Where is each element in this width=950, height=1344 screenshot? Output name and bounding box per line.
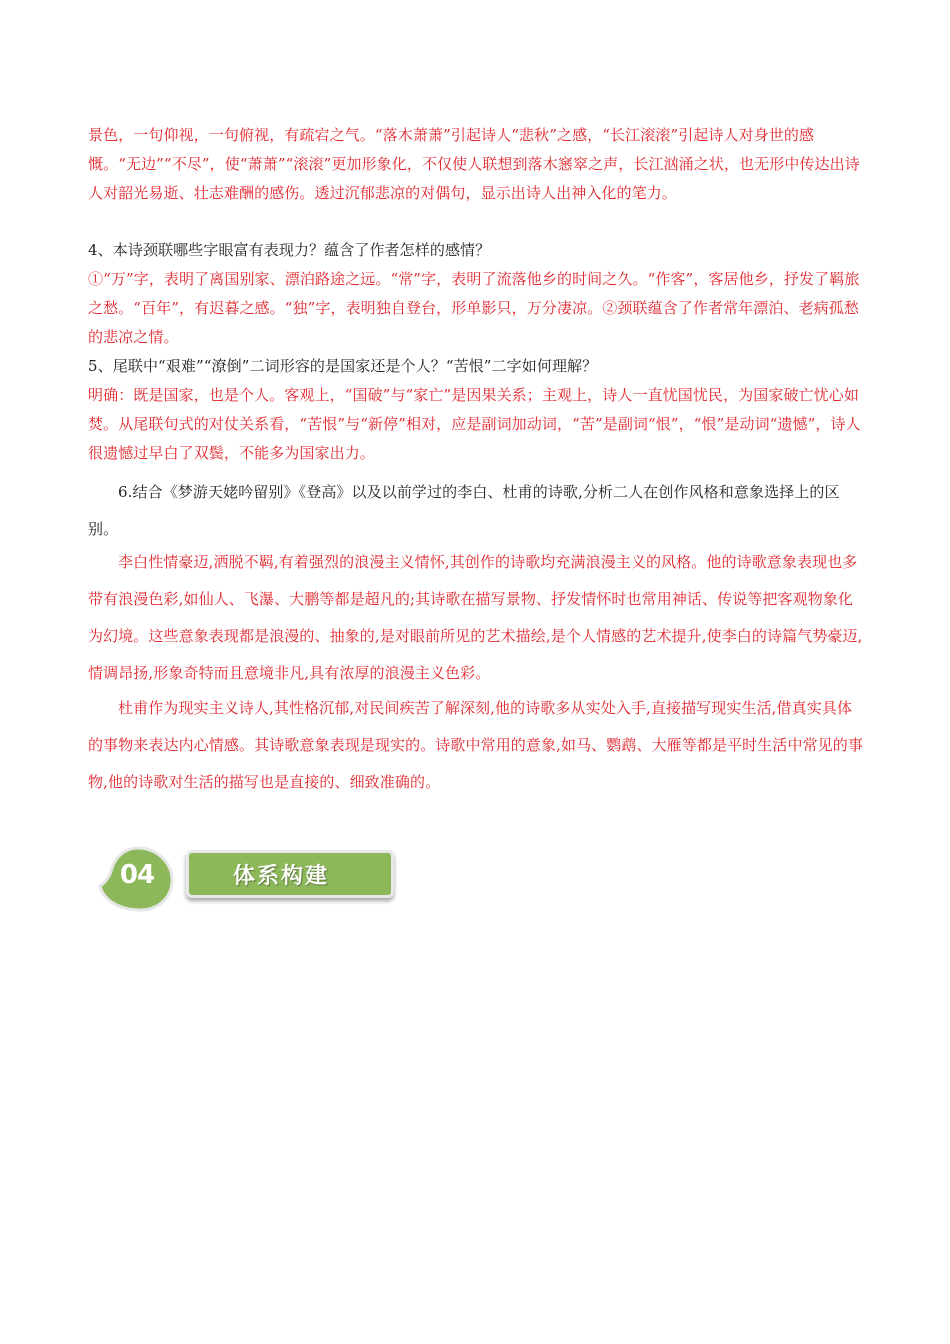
- answer-4: ①“万”字，表明了离国别家、漂泊路途之远。“常”字，表明了流落他乡的时间之久。“作客”，客居他乡，抒发了羁旅之愁。“百年”，有迟暮之感。“独”字，表明独自登台，形单影只，万分凄凉。②颈联蕴含了作者常年漂泊、老病孤愁的悲凉之情。: [88, 270, 860, 346]
- question-6: 6.结合《梦游天姥吟留别》《登高》以及以前学过的李白、杜甫的诗歌,分析二人在创作风格和意象选择上的区别。: [88, 483, 840, 538]
- section-title: 体系构建: [233, 863, 330, 889]
- answer-5: 明确：既是国家，也是个人。客观上，“国破”与“家亡”是因果关系；主观上，诗人一直忧国忧民，为国家破亡忧心如焚。从尾联句式的对仗关系看，“苦恨”与“新停”相对，应是副词加动词，“苦”是副词“恨”，“恨”是动词“遗憾”，诗人很遗憾过早白了双鬓，不能多为国家出力。: [88, 386, 861, 462]
- question-5: 5、尾联中“艰难”“潦倒”二词形容的是国家还是个人？“苦恨”二字如何理解？: [88, 357, 598, 375]
- answer-6-li-bai: 李白性情豪迈,洒脱不羁,有着强烈的浪漫主义情怀,其创作的诗歌均充满浪漫主义的风格。他的诗歌意象表现也多带有浪漫色彩,如仙人、飞瀑、大鹏等都是超凡的;其诗歌在描写景物、抒发情怀时也常用神话、传说等把客观物象化为幻境。这些意象表现都是浪漫的、抽象的,是对眼前所见的艺术描绘,是个人情感的艺术提升,使李白的诗篇气势豪迈,情调昂扬,形象奇特而且意境非凡,具有浓厚的浪漫主义色彩。: [88, 553, 863, 682]
- analysis-continuation: 景色，一句仰视，一句俯视，有疏宕之气。“落木萧萧”引起诗人“悲秋”之感，“长江滚滚”引起诗人对身世的感慨。“无边”“不尽”，使“萧萧”“滚滚”更加形象化，不仅使人联想到落木窸窣之声，长江汹涌之状，也无形中传达出诗人对韶光易逝、壮志难酬的感伤。透过沉郁悲凉的对偶句，显示出诗人出神入化的笔力。: [88, 126, 860, 202]
- section-title-tab: [186, 850, 394, 898]
- section-number: 04: [119, 860, 155, 890]
- answer-6-du-fu: 杜甫作为现实主义诗人,其性格沉郁,对民间疾苦了解深刻,他的诗歌多从实处入手,直接描写现实生活,借真实具体的事物来表达内心情感。其诗歌意象表现是现实的。诗歌中常用的意象,如马、鹦鹉、大雁等都是平时生活中常见的事物,他的诗歌对生活的描写也是直接的、细致准确的。: [88, 699, 863, 791]
- question-4: 4、本诗颈联哪些字眼富有表现力？蕴含了作者怎样的感情？: [88, 241, 491, 259]
- section-banner: [98, 838, 398, 914]
